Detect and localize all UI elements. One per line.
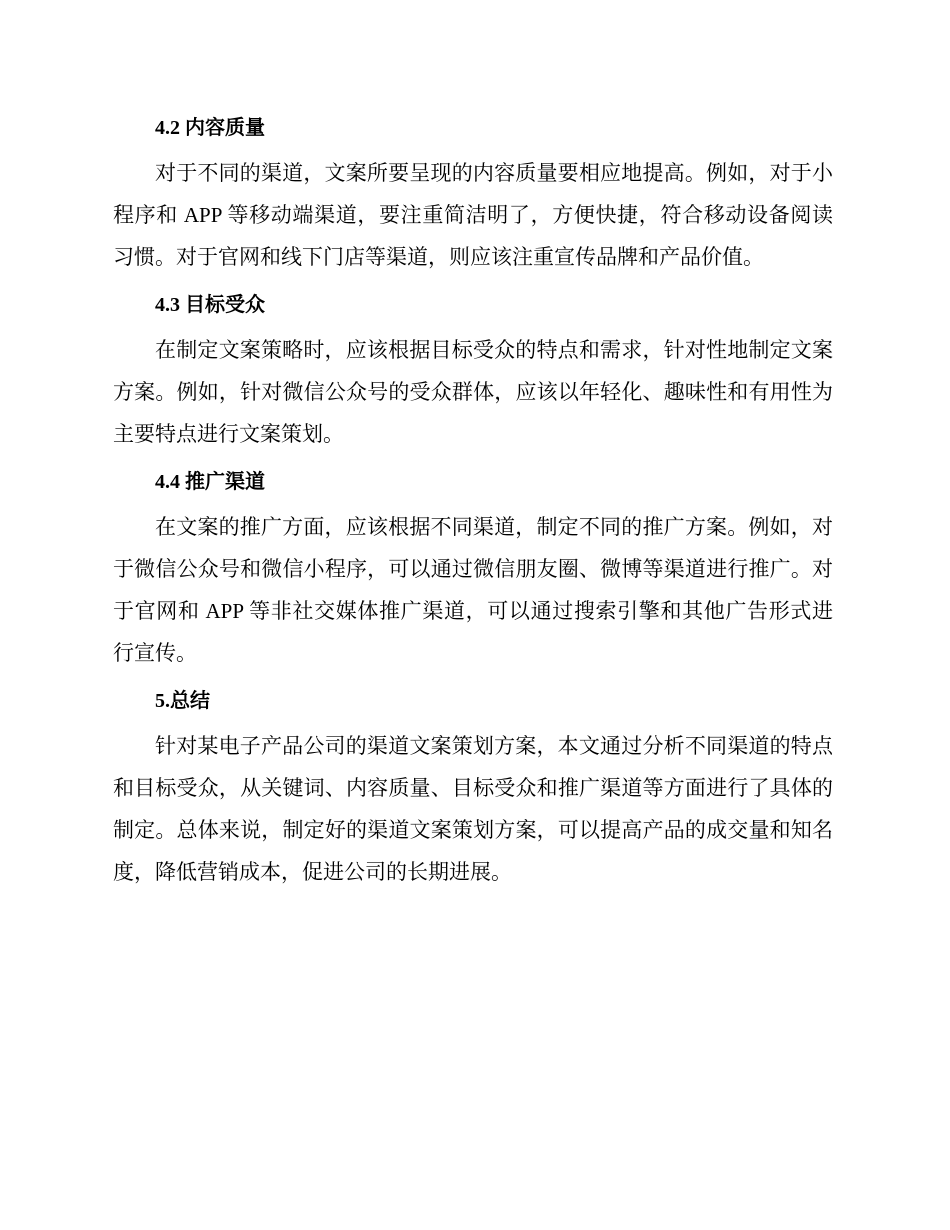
section-heading: 4.3 目标受众 — [155, 294, 265, 316]
section-heading: 4.4 推广渠道 — [155, 471, 265, 493]
section-paragraph: 对于不同的渠道，文案所要呈现的内容质量要相应地提高。例如，对于小程序和 APP 等移动端渠道，要注重简洁明了，方便快捷，符合移动设备阅读习惯。对于官网和线下门店等渠道，则应该注重宣传品牌和产品价值。 — [113, 161, 833, 269]
section-paragraph: 在文案的推广方面，应该根据不同渠道，制定不同的推广方案。例如，对于微信公众号和微信小程序，可以通过微信朋友圈、微博等渠道进行推广。对于官网和 APP 等非社交媒体推广渠道，可以通过搜索引擎和其他广告形式进行宣传。 — [113, 515, 833, 665]
section-heading: 5.总结 — [155, 690, 210, 712]
section-paragraph: 针对某电子产品公司的渠道文案策划方案，本文通过分析不同渠道的特点和目标受众，从关键词、内容质量、目标受众和推广渠道等方面进行了具体的制定。总体来说，制定好的渠道文案策划方案，可以提高产品的成交量和知名度，降低营销成本，促进公司的长期进展。 — [113, 734, 833, 884]
section-promotion-channels — [113, 462, 833, 674]
section-paragraph: 在制定文案策略时，应该根据目标受众的特点和需求，针对性地制定文案方案。例如，针对微信公众号的受众群体，应该以年轻化、趣味性和有用性为主要特点进行文案策划。 — [113, 338, 833, 446]
section-summary — [113, 681, 833, 893]
section-target-audience — [113, 285, 833, 455]
section-heading: 4.2 内容质量 — [155, 117, 265, 139]
section-content-quality — [113, 108, 833, 278]
document-body — [113, 108, 833, 900]
